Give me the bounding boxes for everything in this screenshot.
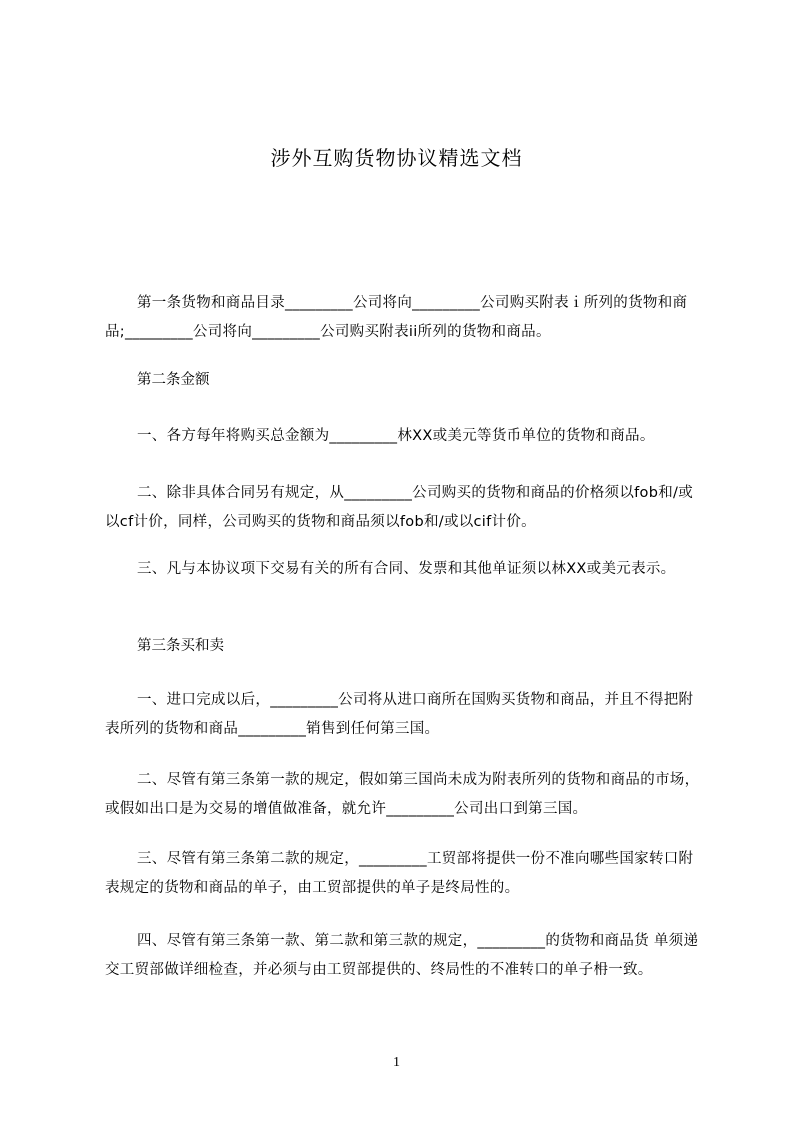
paragraph-amount-1 bbox=[105, 422, 705, 451]
paragraph-amount-3 bbox=[105, 555, 705, 584]
paragraph-trade-2 bbox=[105, 766, 705, 824]
paragraph-amount-2 bbox=[105, 479, 705, 537]
paragraph-text: 二、尽管有第三条第一款的规定，假如第三国尚未成为附表所列的货物和商品的市场，或假如出口是为交易的增值做准备，就允许_________公司出口到第三国。 bbox=[105, 772, 700, 817]
paragraph-text: 三、凡与本协议项下交易有关的所有合同、发票和其他单证须以林XX或美元表示。 bbox=[137, 561, 676, 577]
paragraph-trade-3 bbox=[105, 845, 705, 903]
document-title: 涉外互购货物协议精选文档 bbox=[270, 146, 523, 170]
paragraph-trade-1 bbox=[105, 686, 705, 744]
paragraph-text: 二、除非具体合同另有规定，从_________公司购买的货物和商品的价格须以fob和/或以cf计价，同样，公司购买的货物和商品须以fob和/或以cif计价。 bbox=[105, 485, 694, 530]
heading-article-2: 第二条金额 bbox=[137, 372, 210, 388]
paragraph-text: 四、尽管有第三条第一款、第二款和第三款的规定，_________的货物和商品货 单须递交工贸部做详细检查，并必须与由工贸部提供的、终局性的不准转口的单子枏一致。 bbox=[105, 933, 699, 978]
heading-article-3: 第三条买和卖 bbox=[137, 638, 224, 654]
page-number: 1 bbox=[393, 1055, 400, 1070]
paragraph-text: 三、尽管有第三条第二款的规定，_________工贸部将提供一份不准向哪些国家转口附表规定的货物和商品的单子，由工贸部提供的单子是终局性的。 bbox=[105, 851, 694, 896]
paragraph-article-1 bbox=[105, 289, 705, 347]
paragraph-trade-4 bbox=[105, 927, 705, 985]
paragraph-text: 一、各方每年将购买总金额为_________林XX或美元等货币单位的货物和商品。 bbox=[137, 428, 655, 444]
paragraph-text: 第一条货物和商品目录_________公司将向_________公司购买附表ｉ所列的货物和商品;_________公司将向_________公司购买附表ii所列的货物和商品。 bbox=[105, 295, 688, 340]
paragraph-text: 一、进口完成以后，_________公司将从进口商所在国购买货物和商品，并且不得把附表所列的货物和商品_________销售到任何第三国。 bbox=[105, 692, 694, 737]
